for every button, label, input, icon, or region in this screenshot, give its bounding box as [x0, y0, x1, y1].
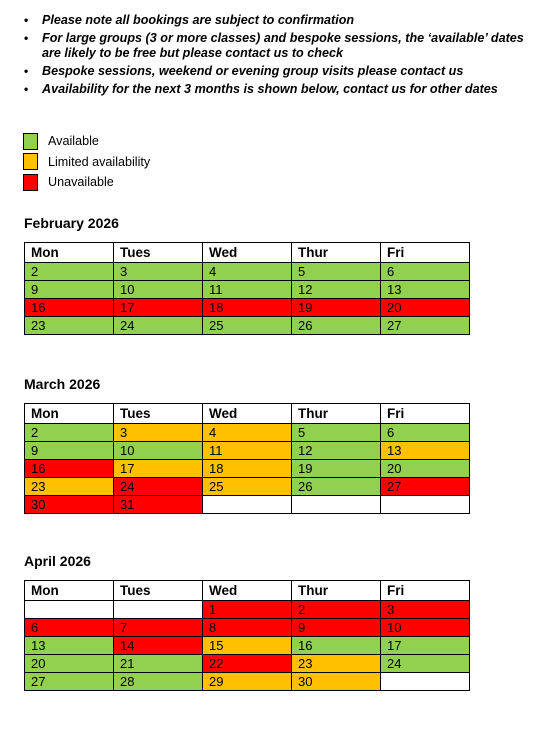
weekday-header: Mon	[25, 404, 114, 424]
calendar-week-row	[25, 619, 470, 637]
note-item	[24, 82, 544, 97]
day-cell: 13	[381, 442, 470, 460]
weekday-header: Mon	[25, 581, 114, 601]
limited-swatch	[23, 153, 38, 170]
day-cell: 19	[292, 299, 381, 317]
day-cell: 3	[381, 601, 470, 619]
available-swatch	[23, 133, 38, 150]
month-title: February 2026	[24, 215, 119, 231]
day-cell: 3	[114, 424, 203, 442]
day-cell: 30	[292, 673, 381, 691]
weekday-header: Fri	[381, 404, 470, 424]
weekday-header-row	[25, 404, 470, 424]
calendar-week-row	[25, 424, 470, 442]
day-cell: 17	[114, 299, 203, 317]
day-cell: 2	[25, 263, 114, 281]
day-cell: 16	[25, 460, 114, 478]
day-cell: 23	[25, 478, 114, 496]
day-cell: 15	[203, 637, 292, 655]
weekday-header: Wed	[203, 243, 292, 263]
legend-available	[23, 131, 150, 152]
day-cell: 8	[203, 619, 292, 637]
weekday-header: Thur	[292, 581, 381, 601]
day-cell: 12	[292, 442, 381, 460]
unavailable-swatch	[23, 174, 38, 191]
day-cell: 18	[203, 299, 292, 317]
legend-unavailable	[23, 172, 150, 193]
day-cell: 16	[25, 299, 114, 317]
day-cell: 2	[25, 424, 114, 442]
day-cell: 23	[292, 655, 381, 673]
day-cell: 14	[114, 637, 203, 655]
day-cell: 4	[203, 263, 292, 281]
calendar-week-row	[25, 317, 470, 335]
month-march	[24, 376, 470, 514]
calendar-week-row	[25, 637, 470, 655]
weekday-header-row	[25, 581, 470, 601]
bullet-icon: •	[24, 81, 29, 96]
empty-day-cell	[114, 601, 203, 619]
month-april	[24, 553, 470, 691]
note-item	[24, 31, 544, 60]
day-cell: 22	[203, 655, 292, 673]
day-cell: 11	[203, 442, 292, 460]
empty-day-cell	[381, 496, 470, 514]
calendar-week-row	[25, 281, 470, 299]
day-cell: 9	[25, 442, 114, 460]
day-cell: 21	[114, 655, 203, 673]
legend-label: Limited availability	[48, 154, 151, 169]
weekday-header: Thur	[292, 243, 381, 263]
day-cell: 24	[381, 655, 470, 673]
calendar-table	[24, 242, 470, 335]
day-cell: 12	[292, 281, 381, 299]
day-cell: 28	[114, 673, 203, 691]
day-cell: 10	[114, 442, 203, 460]
day-cell: 10	[381, 619, 470, 637]
weekday-header: Wed	[203, 581, 292, 601]
note-item	[24, 64, 544, 79]
calendar-week-row	[25, 263, 470, 281]
day-cell: 5	[292, 263, 381, 281]
day-cell: 27	[381, 317, 470, 335]
availability-legend	[23, 131, 150, 193]
day-cell: 27	[25, 673, 114, 691]
calendar-week-row	[25, 299, 470, 317]
weekday-header: Thur	[292, 404, 381, 424]
weekday-header: Wed	[203, 404, 292, 424]
empty-day-cell	[203, 496, 292, 514]
day-cell: 3	[114, 263, 203, 281]
empty-day-cell	[381, 673, 470, 691]
calendar-week-row	[25, 442, 470, 460]
note-text: Please note all bookings are subject to confirmation	[42, 13, 355, 27]
month-title: April 2026	[24, 553, 91, 569]
day-cell: 30	[25, 496, 114, 514]
day-cell: 7	[114, 619, 203, 637]
calendar-table	[24, 403, 470, 514]
calendar-week-row	[25, 673, 470, 691]
day-cell: 29	[203, 673, 292, 691]
booking-notes	[24, 13, 544, 100]
day-cell: 1	[203, 601, 292, 619]
calendar-table	[24, 580, 470, 691]
legend-label: Unavailable	[48, 175, 114, 190]
empty-day-cell	[25, 601, 114, 619]
day-cell: 20	[25, 655, 114, 673]
weekday-header: Tues	[114, 243, 203, 263]
day-cell: 17	[381, 637, 470, 655]
day-cell: 20	[381, 460, 470, 478]
day-cell: 25	[203, 317, 292, 335]
day-cell: 9	[25, 281, 114, 299]
day-cell: 31	[114, 496, 203, 514]
calendar-week-row	[25, 460, 470, 478]
day-cell: 17	[114, 460, 203, 478]
weekday-header: Mon	[25, 243, 114, 263]
weekday-header: Fri	[381, 243, 470, 263]
day-cell: 13	[381, 281, 470, 299]
day-cell: 18	[203, 460, 292, 478]
day-cell: 5	[292, 424, 381, 442]
calendar-week-row	[25, 601, 470, 619]
bullet-icon: •	[24, 31, 29, 45]
bullet-icon: •	[24, 63, 29, 78]
bullet-icon: •	[24, 13, 29, 27]
calendar-week-row	[25, 655, 470, 673]
day-cell: 13	[25, 637, 114, 655]
day-cell: 27	[381, 478, 470, 496]
calendar-week-row	[25, 496, 470, 514]
day-cell: 6	[25, 619, 114, 637]
note-text: Availability for the next 3 months is shown below, contact us for other dates	[42, 81, 498, 96]
day-cell: 19	[292, 460, 381, 478]
month-title: March 2026	[24, 376, 101, 392]
day-cell: 2	[292, 601, 381, 619]
day-cell: 24	[114, 478, 203, 496]
legend-limited	[23, 152, 150, 173]
month-february	[24, 215, 470, 335]
note-text: Bespoke sessions, weekend or evening group visits please contact us	[42, 63, 464, 78]
day-cell: 24	[114, 317, 203, 335]
empty-day-cell	[292, 496, 381, 514]
weekday-header-row	[25, 243, 470, 263]
weekday-header: Tues	[114, 581, 203, 601]
day-cell: 23	[25, 317, 114, 335]
day-cell: 26	[292, 317, 381, 335]
legend-label: Available	[48, 134, 99, 149]
day-cell: 26	[292, 478, 381, 496]
day-cell: 11	[203, 281, 292, 299]
day-cell: 20	[381, 299, 470, 317]
day-cell: 25	[203, 478, 292, 496]
day-cell: 6	[381, 263, 470, 281]
note-item	[24, 13, 544, 28]
day-cell: 6	[381, 424, 470, 442]
day-cell: 10	[114, 281, 203, 299]
weekday-header: Tues	[114, 404, 203, 424]
weekday-header: Fri	[381, 581, 470, 601]
day-cell: 4	[203, 424, 292, 442]
day-cell: 9	[292, 619, 381, 637]
calendar-week-row	[25, 478, 470, 496]
note-text: For large groups (3 or more classes) and bespoke sessions, the ‘available’ dates are likely to be free but please contact us to check	[42, 31, 524, 60]
day-cell: 16	[292, 637, 381, 655]
